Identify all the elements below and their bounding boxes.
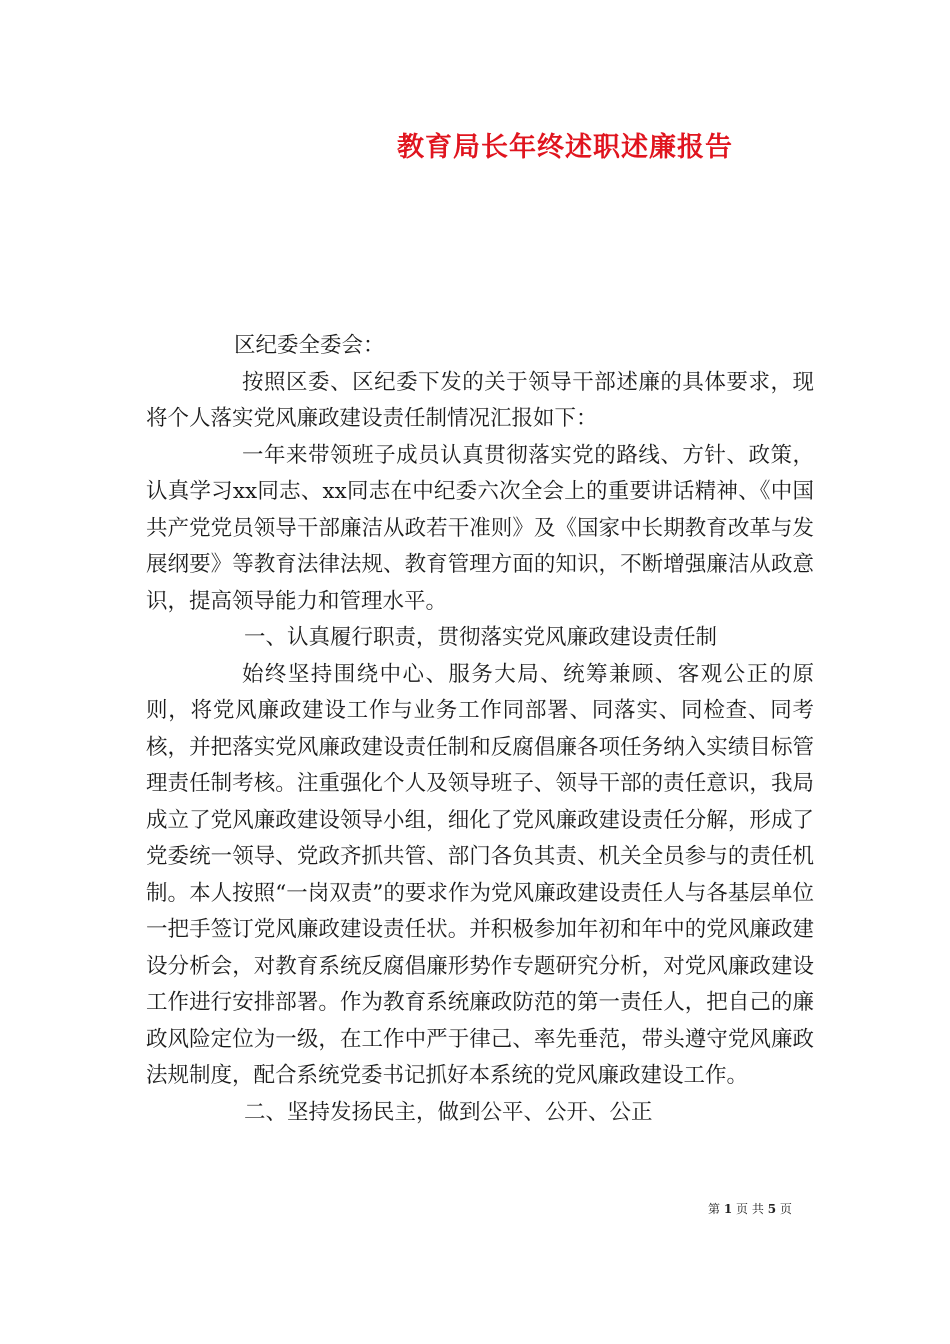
footer-suffix: 页 [779,1202,792,1216]
section-1-paragraph: 始终坚持围绕中心、服务大局、统筹兼顾、客观公正的原则，将党风廉政建设工作与业务工作同部署、同落实、同检查、同考核，并把落实党风廉政建设责任制和反腐倡廉各项任务纳入实绩目标管理责任制考核。注重强化个人及领导班子、领导干部的责任意识，我局成立了党风廉政建设领导小组，细化了党风廉政建设责任分解，形成了党委统一领导、党政齐抓共管、部门各负其责、机关全员参与的责任机制。本人按照“一岗双责”的要求作为党风廉政建设责任人与各基层单位一把手签订党风廉政建设责任状。并积极参加年初和年中的党风廉政建设分析会，对教育系统反腐倡廉形势作专题研究分析，对党风廉政建设工作进行安排部署。作为教育系统廉政防范的第一责任人，把自己的廉政风险定位为一级，在工作中严于律己、率先垂范，带头遵守党风廉政法规制度，配合系统党委书记抓好本系统的党风廉政建设工作。 [146,661,814,1088]
document-body [146,328,814,1131]
document-title: 教育局长年终述职述廉报告 [397,132,733,163]
footer-prefix: 第 [708,1202,721,1216]
footer-middle: 页 共 [736,1202,764,1216]
page-number: 1 [723,1202,733,1216]
summary-paragraph: 一年来带领班子成员认真贯彻落实党的路线、方针、政策，认真学习xx同志、xx同志在中纪委六次全会上的重要讲话精神、《中国共产党党员领导干部廉洁从政若干准则》及《国家中长期教育改革与发展纲要》等教育法律法规、教育管理方面的知识，不断增强廉洁从政意识，提高领导能力和管理水平。 [146,442,814,614]
intro-paragraph: 按照区委、区纪委下发的关于领导干部述廉的具体要求，现将个人落实党风廉政建设责任制情况汇报如下： [146,369,814,431]
section-heading-2: 二、坚持发扬民主，做到公平、公开、公正 [244,1099,653,1125]
section-heading-1: 一、认真履行职责，贯彻落实党风廉政建设责任制 [244,625,718,650]
total-pages: 5 [767,1202,777,1216]
salutation: 区纪委全委会： [234,333,385,358]
page-footer [708,1201,792,1217]
